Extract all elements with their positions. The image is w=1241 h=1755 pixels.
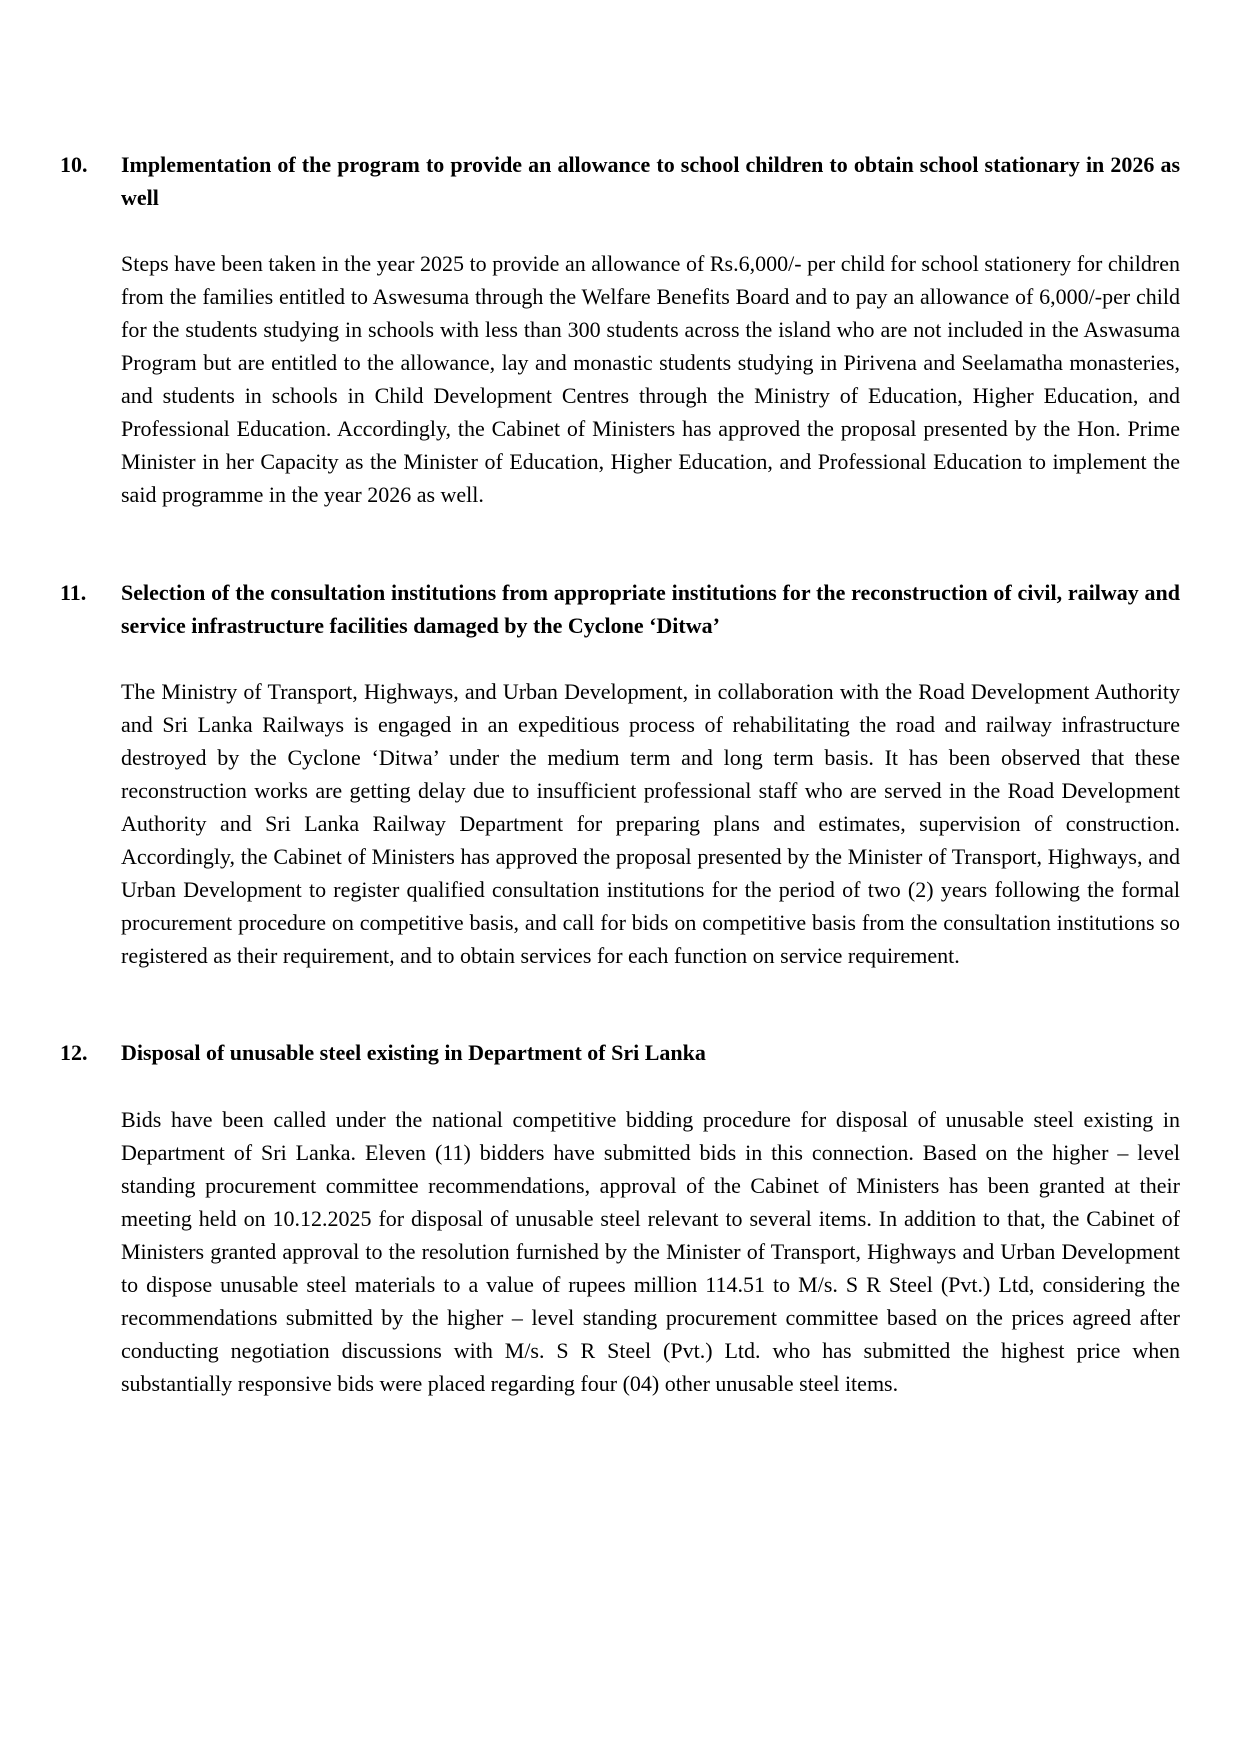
section-11 — [60, 576, 1180, 972]
section-number: 11. — [60, 580, 87, 605]
section-number: 10. — [60, 152, 88, 177]
section-body: Steps have been taken in the year 2025 to provide an allowance of Rs.6,000/- per child for school stationery for children from the families entitled to Aswesuma through the Welfare Benefits Board and to pay an allowance of 6,000/-per child for the students studying in schools with less than 300 students across the island who are not included in the Aswasuma Program but are entitled to the allowance, lay and monastic students studying in Pirivena and Seelamatha monasteries, and students in schools in Child Development Centres through the Ministry of Education, Higher Education, and Professional Education. Accordingly, the Cabinet of Ministers has approved the proposal presented by the Hon. Prime Minister in her Capacity as the Minister of Education, Higher Education, and Professional Education to implement the said programme in the year 2026 as well. — [121, 251, 1180, 507]
section-body: Bids have been called under the national competitive bidding procedure for disposal of unusable steel existing in Department of Sri Lanka. Eleven (11) bidders have submitted bids in this connection. Based on the higher – level standing procurement committee recommendations, approval of the Cabinet of Ministers has been granted at their meeting held on 10.12.2025 for disposal of unusable steel relevant to several items. In addition to that, the Cabinet of Ministers granted approval to the resolution furnished by the Minister of Transport, Highways and Urban Development to dispose unusable steel materials to a value of rupees million 114.51 to M/s. S R Steel (Pvt.) Ltd, considering the recommendations submitted by the higher – level standing procurement committee based on the prices agreed after conducting negotiation discussions with M/s. S R Steel (Pvt.) Ltd. who has submitted the highest price when substantially responsive bids were placed regarding four (04) other unusable steel items. — [121, 1107, 1180, 1396]
section-body: The Ministry of Transport, Highways, and Urban Development, in collaboration with the Road Development Authority and Sri Lanka Railways is engaged in an expeditious process of rehabilitating the road and railway infrastructure destroyed by the Cyclone ‘Ditwa’ under the medium term and long term basis. It has been observed that these reconstruction works are getting delay due to insufficient professional staff who are served in the Road Development Authority and Sri Lanka Railway Department for preparing plans and estimates, supervision of construction. Accordingly, the Cabinet of Ministers has approved the proposal presented by the Minister of Transport, Highways, and Urban Development to register qualified consultation institutions for the period of two (2) years following the formal procurement procedure on competitive basis, and call for bids on competitive basis from the consultation institutions so registered as their requirement, and to obtain services for each function on service requirement. — [121, 679, 1180, 968]
section-heading-row — [60, 148, 1180, 214]
section-heading: Implementation of the program to provide an allowance to school children to obtain school stationary in 2026 as well — [121, 152, 1180, 210]
section-10 — [60, 148, 1180, 511]
section-heading-row — [60, 1036, 1180, 1069]
section-number: 12. — [60, 1040, 88, 1065]
section-heading: Disposal of unusable steel existing in Department of Sri Lanka — [121, 1040, 706, 1065]
section-heading: Selection of the consultation institutions from appropriate institutions for the reconstruction of civil, railway and service infrastructure facilities damaged by the Cyclone ‘Ditwa’ — [121, 580, 1180, 638]
section-12 — [60, 1036, 1180, 1400]
section-heading-row — [60, 576, 1180, 642]
